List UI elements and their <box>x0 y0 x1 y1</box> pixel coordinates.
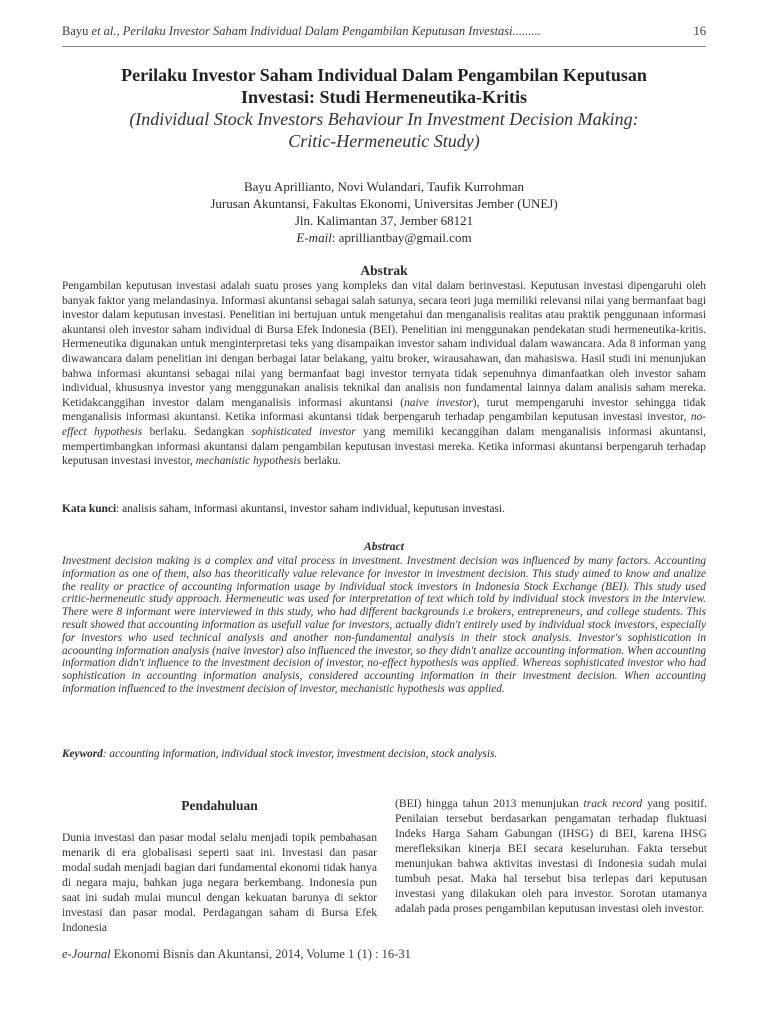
paper-title-line-1: Perilaku Investor Saham Individual Dalam Pengambilan Keputusan <box>121 65 647 85</box>
abstract-text: Investment decision making is a complex and vital process in investment. Investment decision was influenced by many factors. Accounting information as one of them, also has theoritically value relevance for investor in investment decision. This study aimed to know and analize the reality or practice of accounting information usage by individual stock investors in Indonesia Stock Exchange (BEI). This study used critic-hermeneutic study approach. Hermeneutic was used for interpretation of text which told by individual stock investors in the interview. There were 8 informant were interviewed in this study, who had different backgrounds i.e brokers, entrepreneurs, and college students. This result showed that accounting information as usefull value for investors, actually didn't entirely used by individual stock investors, especially for investors who used technical analysis and another non-fundamental analysis in their stock analysis. Investor's sophistication in acoounting information analysis (naive investor) also influenced the investor, so they didn't analize accounting information. When accounting information didn't influence to the investment decision of investor, no-effect hypothesis was applied. Whereas sophisticated investor who had sophistication in accounting information analysis, considered accounting information in their investment decision. When accounting information influenced to the investment decision of investor, mechanistic hypothesis was applied. <box>62 555 706 695</box>
keyword-label: Keyword <box>62 748 103 760</box>
abstrak-text: Pengambilan keputusan investasi adalah suatu proses yang kompleks dan vital dalam berinvestasi. Keputusan investasi dipengaruhi oleh banyak faktor yang melandasinya. Informasi akuntansi sebagai salah satunya, secara teori juga memiliki relevansi nilai yang bermanfaat bagi investor dalam keputusan investasi. Penelitian ini bertujuan untuk mengetahui dan menganalisis realitas atau praktik penggunaan informasi akuntansi oleh investor saham individual di Bursa Efek Indonesia (BEI). Penelitian ini menggunakan pendekatan studi hermeneutika-kritis. Hermeneutika digunakan untuk menginterpretasi teks yang disampaikan investor saham individual dalam wawancara. Ada 8 informan yang diwawancara dalam penelitian ini dengan berbagai latar belakang, yaitu broker, wirausahawan, dan mahasiswa. Hasil studi ini menunjukan bahwa informasi akuntansi sebagai nilai yang bermanfaat bagi investor ternyata tidak sepenuhnya dimanfaatkan oleh investor saham individual, khususnya investor yang menggunakan analisis teknikal dan analisis non fundamental lainnya dalam analisis saham mereka. Ketidakcanggihan investor dalam menganalisis informasi akuntansi (naive investor), turut mempengaruhi investor sehingga tidak menganalisis informasi akuntansi. Ketika informasi akuntansi tidak berpengaruh terhadap pengambilan keputusan investasi investor, no-effect hypothesis berlaku. Sedangkan sophisticated investor yang memiliki kecanggihan dalam menganalisis informasi akuntansi, mempertimbangkan informasi akuntansi dalam pengambilan keputusan investasi mereka. Ketika informasi akuntansi berpengaruh terhadap keputusan investasi investor, mechanistic hypothesis berlaku. <box>62 280 706 468</box>
paper-title-line-2: Investasi: Studi Hermeneutika-Kritis <box>241 87 527 107</box>
abstrak-heading: Abstrak <box>360 263 408 278</box>
email-value: : aprilliantbay@gmail.com <box>331 230 472 245</box>
header-rule <box>62 46 706 47</box>
author-address: Jln. Kalimantan 37, Jember 68121 <box>294 213 474 228</box>
abstract-heading: Abstract <box>364 540 404 553</box>
running-header <box>62 24 706 42</box>
page-number: 16 <box>693 24 706 38</box>
right-column <box>395 796 707 916</box>
author-email <box>62 229 706 246</box>
pendahuluan-left-text: Dunia investasi dan pasar modal selalu menjadi topik pembahasan menarik di era globalisasi seperti saat ini. Investasi dan pasar modal sudah menjadi bagian dari fundamental ekonomi tidak hanya di negara maju, bahkan juga negara berkembang. Indonesia pun saat ini sudah mulai muncul dengan kekuatan barunya di sektor investasi dan pasar modal. Perdagangan saham di Bursa Efek Indonesia <box>62 831 377 934</box>
running-header-title: Perilaku Investor Saham Individual Dalam Pengambilan Keputusan Investasi......... <box>122 24 541 38</box>
author-names: Bayu Aprillianto, Novi Wulandari, Taufik Kurrohman <box>243 179 525 194</box>
english-title-line-1: (Individual Stock Investors Behaviour In Investment Decision Making: <box>129 109 639 129</box>
running-header-text: Bayu et al., Perilaku Investor Saham Individual Dalam Pengambilan Keputusan Investasi......... <box>62 24 541 38</box>
kata-kunci <box>62 502 706 517</box>
kata-kunci-text: : analisis saham, informasi akuntansi, investor saham individual, keputusan investasi. <box>116 503 505 515</box>
keywords <box>62 748 706 761</box>
pendahuluan-right-text: (BEI) hingga tahun 2013 menunjukan track record yang positif. Penilaian tersebut berdasarkan pengamatan terhadap fluktuasi Indeks Harga Saham Gabungan (IHSG) di BEI, karena IHSG merefleksikan kinerja BEI secara keseluruhan. Fakta tersebut menunjukan bahwa aktivitas investasi di Indonesia sudah mulai tumbuh pesat. Maka hal tersebut bisa terlepas dari keputusan investasi yang dilakukan oleh para investor. Sorotan utamanya adalah pada proses pengambilan keputusan investasi oleh investor. <box>395 797 707 915</box>
keyword-text: : accounting information, individual stock investor, investment decision, stock analysis. <box>102 748 498 760</box>
pendahuluan-heading: Pendahuluan <box>181 798 258 813</box>
english-title-line-2: Critic-Hermeneutic Study) <box>288 131 480 151</box>
author-block <box>62 178 706 246</box>
title-block <box>62 64 706 152</box>
footer-details: Ekonomi Bisnis dan Akuntansi, 2014, Volume 1 (1) : 16-31 <box>110 947 411 961</box>
author-affiliation: Jurusan Akuntansi, Fakultas Ekonomi, Universitas Jember (UNEJ) <box>210 196 558 211</box>
footer-journal: e-Journal <box>62 947 111 961</box>
email-label: E-mail <box>296 230 332 245</box>
left-column <box>62 796 377 935</box>
kata-kunci-label: Kata kunci <box>62 503 117 515</box>
journal-footer <box>62 947 706 962</box>
